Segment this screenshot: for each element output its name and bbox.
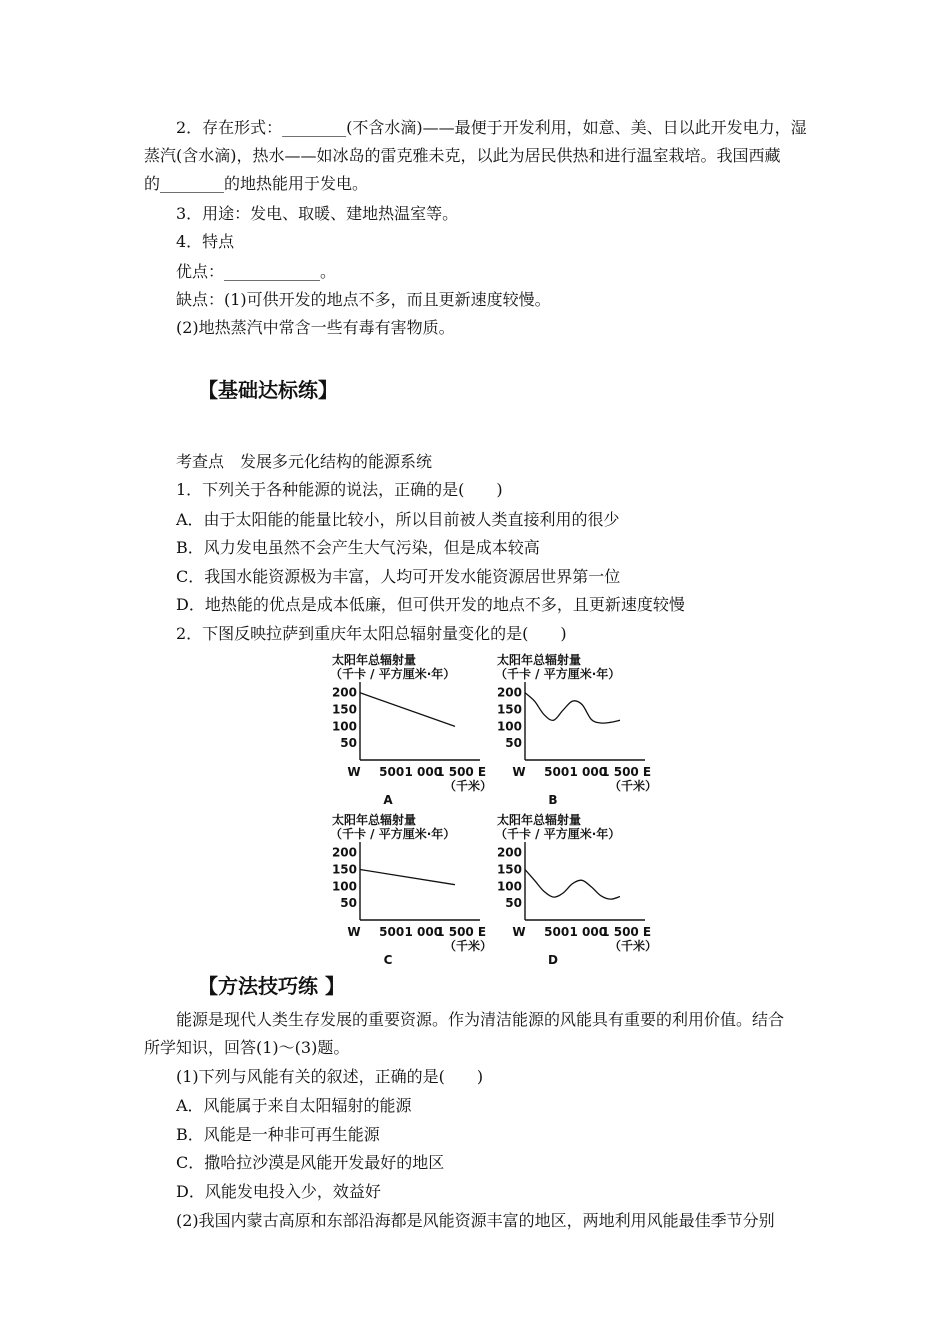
x-tick-label: 1 000 xyxy=(569,765,608,779)
x-tick-label: E xyxy=(477,765,487,779)
text-line: 的________的地热能用于发电。 xyxy=(144,174,369,193)
question-2: 2．下图反映拉萨到重庆年太阳总辐射量变化的是( ) xyxy=(176,624,567,643)
y-tick-label: 150 xyxy=(496,702,522,717)
x-tick-label: 500 xyxy=(544,765,570,779)
text-line: (2)地热蒸汽中常含一些有毒有害物质。 xyxy=(176,318,455,337)
x-unit-label: （千米） xyxy=(443,939,493,953)
chart-title: 太阳年总辐射量 xyxy=(332,653,417,667)
x-tick-label: E xyxy=(642,765,652,779)
exam-point: 考查点 发展多元化结构的能源系统 xyxy=(176,452,433,471)
x-tick-label: 1 500 xyxy=(601,925,639,939)
chart-c xyxy=(330,812,493,967)
x-tick-label: 1 000 xyxy=(404,925,443,939)
chart-panel-label: C xyxy=(383,953,393,967)
text-line: 优点：____________。 xyxy=(176,262,337,281)
y-tick-label: 200 xyxy=(331,845,357,860)
chart-panel-label: B xyxy=(548,793,558,807)
passage-line: 能源是现代人类生存发展的重要资源。作为清洁能源的风能具有重要的利用价值。结合 xyxy=(176,1010,785,1029)
text-line: 3．用途：发电、取暖、建地热温室等。 xyxy=(176,204,459,223)
question-1: 1．下列关于各种能源的说法，正确的是( ) xyxy=(176,480,503,499)
chart-b xyxy=(495,652,658,807)
chart-title: 太阳年总辐射量 xyxy=(497,653,582,667)
option-b: B．风能是一种非可再生能源 xyxy=(176,1125,380,1144)
chart-d xyxy=(495,812,658,967)
option-c: C．我国水能资源极为丰富，人均可开发水能资源居世界第一位 xyxy=(176,567,621,586)
option-d: D．地热能的优点是成本低廉，但可供开发的地点不多，且更新速度较慢 xyxy=(176,595,685,614)
option-a: A．由于太阳能的能量比较小，所以目前被人类直接利用的很少 xyxy=(176,510,620,529)
x-unit-label: （千米） xyxy=(608,779,658,793)
x-tick-label: W xyxy=(512,925,526,939)
section-heading: 【方法技巧练 】 xyxy=(198,974,345,998)
y-tick-label: 150 xyxy=(331,702,357,717)
x-tick-label: 500 xyxy=(379,765,405,779)
y-tick-label: 50 xyxy=(505,896,522,911)
chart-subtitle: （千卡 / 平方厘米·年） xyxy=(495,827,621,841)
y-tick-label: 50 xyxy=(340,736,357,751)
chart-panel-label: A xyxy=(383,793,393,807)
option-c: C．撒哈拉沙漠是风能开发最好的地区 xyxy=(176,1153,445,1172)
sub-question-2: (2)我国内蒙古高原和东部沿海都是风能资源丰富的地区，两地利用风能最佳季节分别 xyxy=(176,1211,775,1230)
chart-subtitle: （千卡 / 平方厘米·年） xyxy=(330,667,456,681)
y-tick-label: 150 xyxy=(496,862,522,877)
series-line xyxy=(525,693,620,723)
x-tick-label: 1 500 xyxy=(436,765,474,779)
series-line xyxy=(360,870,455,885)
chart-panel-label: D xyxy=(548,953,558,967)
y-tick-label: 100 xyxy=(496,719,522,734)
chart-a xyxy=(330,652,493,807)
x-tick-label: 1 000 xyxy=(569,925,608,939)
y-tick-label: 200 xyxy=(496,685,522,700)
text-line: 4．特点 xyxy=(176,232,235,251)
x-unit-label: （千米） xyxy=(608,939,658,953)
x-tick-label: 1 500 xyxy=(601,765,639,779)
x-tick-label: E xyxy=(477,925,487,939)
x-tick-label: 1 000 xyxy=(404,765,443,779)
option-d: D．风能发电投入少，效益好 xyxy=(176,1182,381,1201)
x-tick-label: 500 xyxy=(544,925,570,939)
x-tick-label: W xyxy=(512,765,526,779)
y-tick-label: 100 xyxy=(331,719,357,734)
section-heading: 【基础达标练】 xyxy=(198,378,338,402)
chart-subtitle: （千卡 / 平方厘米·年） xyxy=(495,667,621,681)
x-tick-label: W xyxy=(347,925,361,939)
series-line xyxy=(360,693,455,727)
series-line xyxy=(525,870,620,900)
y-tick-label: 50 xyxy=(340,896,357,911)
y-tick-label: 200 xyxy=(496,845,522,860)
sub-question-1: (1)下列与风能有关的叙述，正确的是( ) xyxy=(176,1067,484,1086)
y-tick-label: 100 xyxy=(331,879,357,894)
text-line: 蒸汽(含水滴)，热水——如冰岛的雷克雅未克，以此为居民供热和进行温室栽培。我国西藏 xyxy=(144,146,781,165)
text-line: 2．存在形式：________(不含水滴)——最便于开发利用，如意、美、日以此开发电力，湿 xyxy=(176,118,807,137)
option-a: A．风能属于来自太阳辐射的能源 xyxy=(176,1096,412,1115)
y-tick-label: 100 xyxy=(496,879,522,894)
x-tick-label: 500 xyxy=(379,925,405,939)
x-unit-label: （千米） xyxy=(443,779,493,793)
y-tick-label: 200 xyxy=(331,685,357,700)
option-b: B．风力发电虽然不会产生大气污染，但是成本较高 xyxy=(176,538,540,557)
text-line: 缺点：(1)可供开发的地点不多，而且更新速度较慢。 xyxy=(176,290,551,309)
chart-title: 太阳年总辐射量 xyxy=(332,813,417,827)
chart-title: 太阳年总辐射量 xyxy=(497,813,582,827)
x-tick-label: W xyxy=(347,765,361,779)
x-tick-label: 1 500 xyxy=(436,925,474,939)
y-tick-label: 150 xyxy=(331,862,357,877)
x-tick-label: E xyxy=(642,925,652,939)
y-tick-label: 50 xyxy=(505,736,522,751)
chart-subtitle: （千卡 / 平方厘米·年） xyxy=(330,827,456,841)
passage-line: 所学知识，回答(1)～(3)题。 xyxy=(144,1038,350,1057)
